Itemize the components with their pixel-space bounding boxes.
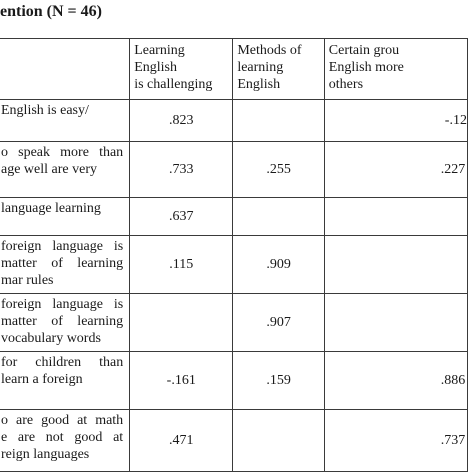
header-line: Certain grou [328,43,400,58]
loading-cell: .733 [130,142,233,198]
table-row [0,198,468,236]
loading-cell: .255 [233,142,324,198]
header-row [0,39,468,100]
header-line: learning English [237,60,284,92]
loading-cell [233,100,324,142]
loading-cell [324,294,467,352]
table-row [0,236,468,294]
loading-cell: .637 [130,198,233,236]
header-learning-english-challenging [130,39,233,100]
loading-cell: .471 [130,410,233,472]
statement-cell [0,236,130,294]
header-line: is challenging [134,77,213,92]
table-row [0,352,468,410]
statement-line: learn a foreign [1,372,83,387]
header-line: English more [328,60,404,75]
loading-cell: .907 [233,294,324,352]
table-row [0,142,468,198]
statement-cell [0,410,130,472]
table-row [0,100,468,142]
header-line: Learning English [134,43,185,75]
header-cell-blank [0,39,130,100]
loading-cell: .823 [130,100,233,142]
statement-cell [0,100,130,142]
statement-line: o are good at math [1,413,124,428]
loading-cell [233,198,324,236]
statement-line: foreign language is [1,297,124,312]
statement-cell [0,142,130,198]
loading-cell: -.12 [324,100,467,142]
statement-line: matter of learning [1,314,124,329]
loading-cell [324,198,467,236]
loading-cell: .115 [130,236,233,294]
loading-cell: .227 [324,142,467,198]
statement-line: reign languages [1,447,90,462]
statement-line: o speak more than [1,145,124,160]
table-title: ention (N = 46) [0,3,102,20]
statement-line: age well are very [1,162,97,177]
loading-cell: -.161 [130,352,233,410]
statement-cell [0,294,130,352]
header-line: Methods of [237,43,302,58]
loading-cell: .159 [233,352,324,410]
header-methods-learning-english [233,39,324,100]
loading-cell: .886 [324,352,467,410]
loading-cell [324,236,467,294]
statement-line: English is easy/ [1,103,89,118]
loading-cell [233,410,324,472]
statement-line: foreign language is [1,239,124,254]
loading-cell [130,294,233,352]
statement-line: e are not good at [1,430,124,445]
statement-line: language learning [1,201,101,216]
statement-cell [0,352,130,410]
statement-line: vocabulary words [1,331,101,346]
table-row [0,410,468,472]
statement-line: mar rules [1,273,54,288]
header-certain-groups [324,39,467,100]
header-line: others [328,77,364,92]
factor-loadings-table [0,38,468,472]
statement-line: matter of learning [1,256,124,271]
loading-cell: .909 [233,236,324,294]
statement-line: for children than [1,355,124,370]
loading-cell: .737 [324,410,467,472]
table-row [0,294,468,352]
statement-cell [0,198,130,236]
